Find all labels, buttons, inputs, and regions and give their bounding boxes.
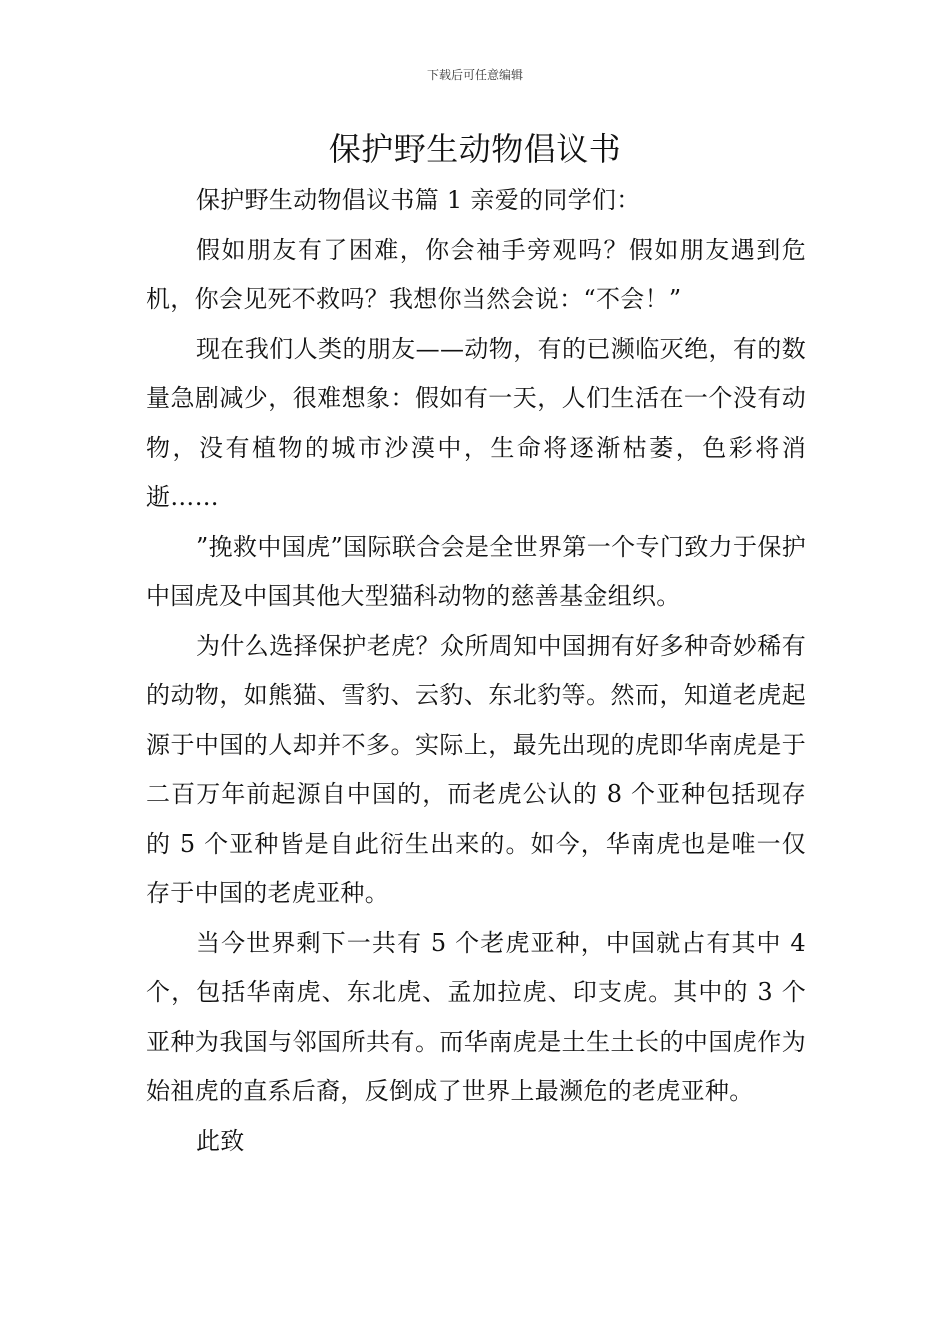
paragraph-closing: 此致	[196, 1126, 245, 1155]
paragraph-friend-question: 假如朋友有了困难，你会袖手旁观吗？假如朋友遇到危机，你会见死不救吗？我想你当然会说：“不会！”	[146, 235, 806, 313]
paragraph-greeting: 保护野生动物倡议书篇 1 亲爱的同学们：	[196, 186, 641, 214]
paragraph-animals-danger: 现在我们人类的朋友——动物，有的已濒临灭绝，有的数量急剧减少，很难想象：假如有一天，人们生活在一个没有动物，没有植物的城市沙漠中，生命将逐渐枯萎，色彩将消逝……	[146, 334, 806, 511]
document-body	[146, 176, 806, 1166]
header-note: 下载后可任意编辑	[426, 68, 523, 82]
paragraph-save-china-tigers: ”挽救中国虎”国际联合会是全世界第一个专门致力于保护中国虎及中国其他大型猫科动物的慈善基金组织。	[146, 532, 806, 610]
paragraph-tiger-subspecies: 当今世界剩下一共有 5 个老虎亚种，中国就占有其中 4 个，包括华南虎、东北虎、孟加拉虎、印支虎。其中的 3 个亚种为我国与邻国所共有。而华南虎是土生土长的中国虎作为始祖虎的直系后裔，反倒成了世界上最濒危的老虎亚种。	[146, 928, 806, 1105]
paragraph-why-tigers: 为什么选择保护老虎？众所周知中国拥有好多种奇妙稀有的动物，如熊猫、雪豹、云豹、东北豹等。然而，知道老虎起源于中国的人却并不多。实际上，最先出现的虎即华南虎是于二百万年前起源自中国的，而老虎公认的 8 个亚种包括现存的 5 个亚种皆是自此衍生出来的。如今，华南虎也是唯一仅存于中国的老虎亚种。	[146, 631, 806, 907]
document-title: 保护野生动物倡议书	[328, 130, 622, 168]
